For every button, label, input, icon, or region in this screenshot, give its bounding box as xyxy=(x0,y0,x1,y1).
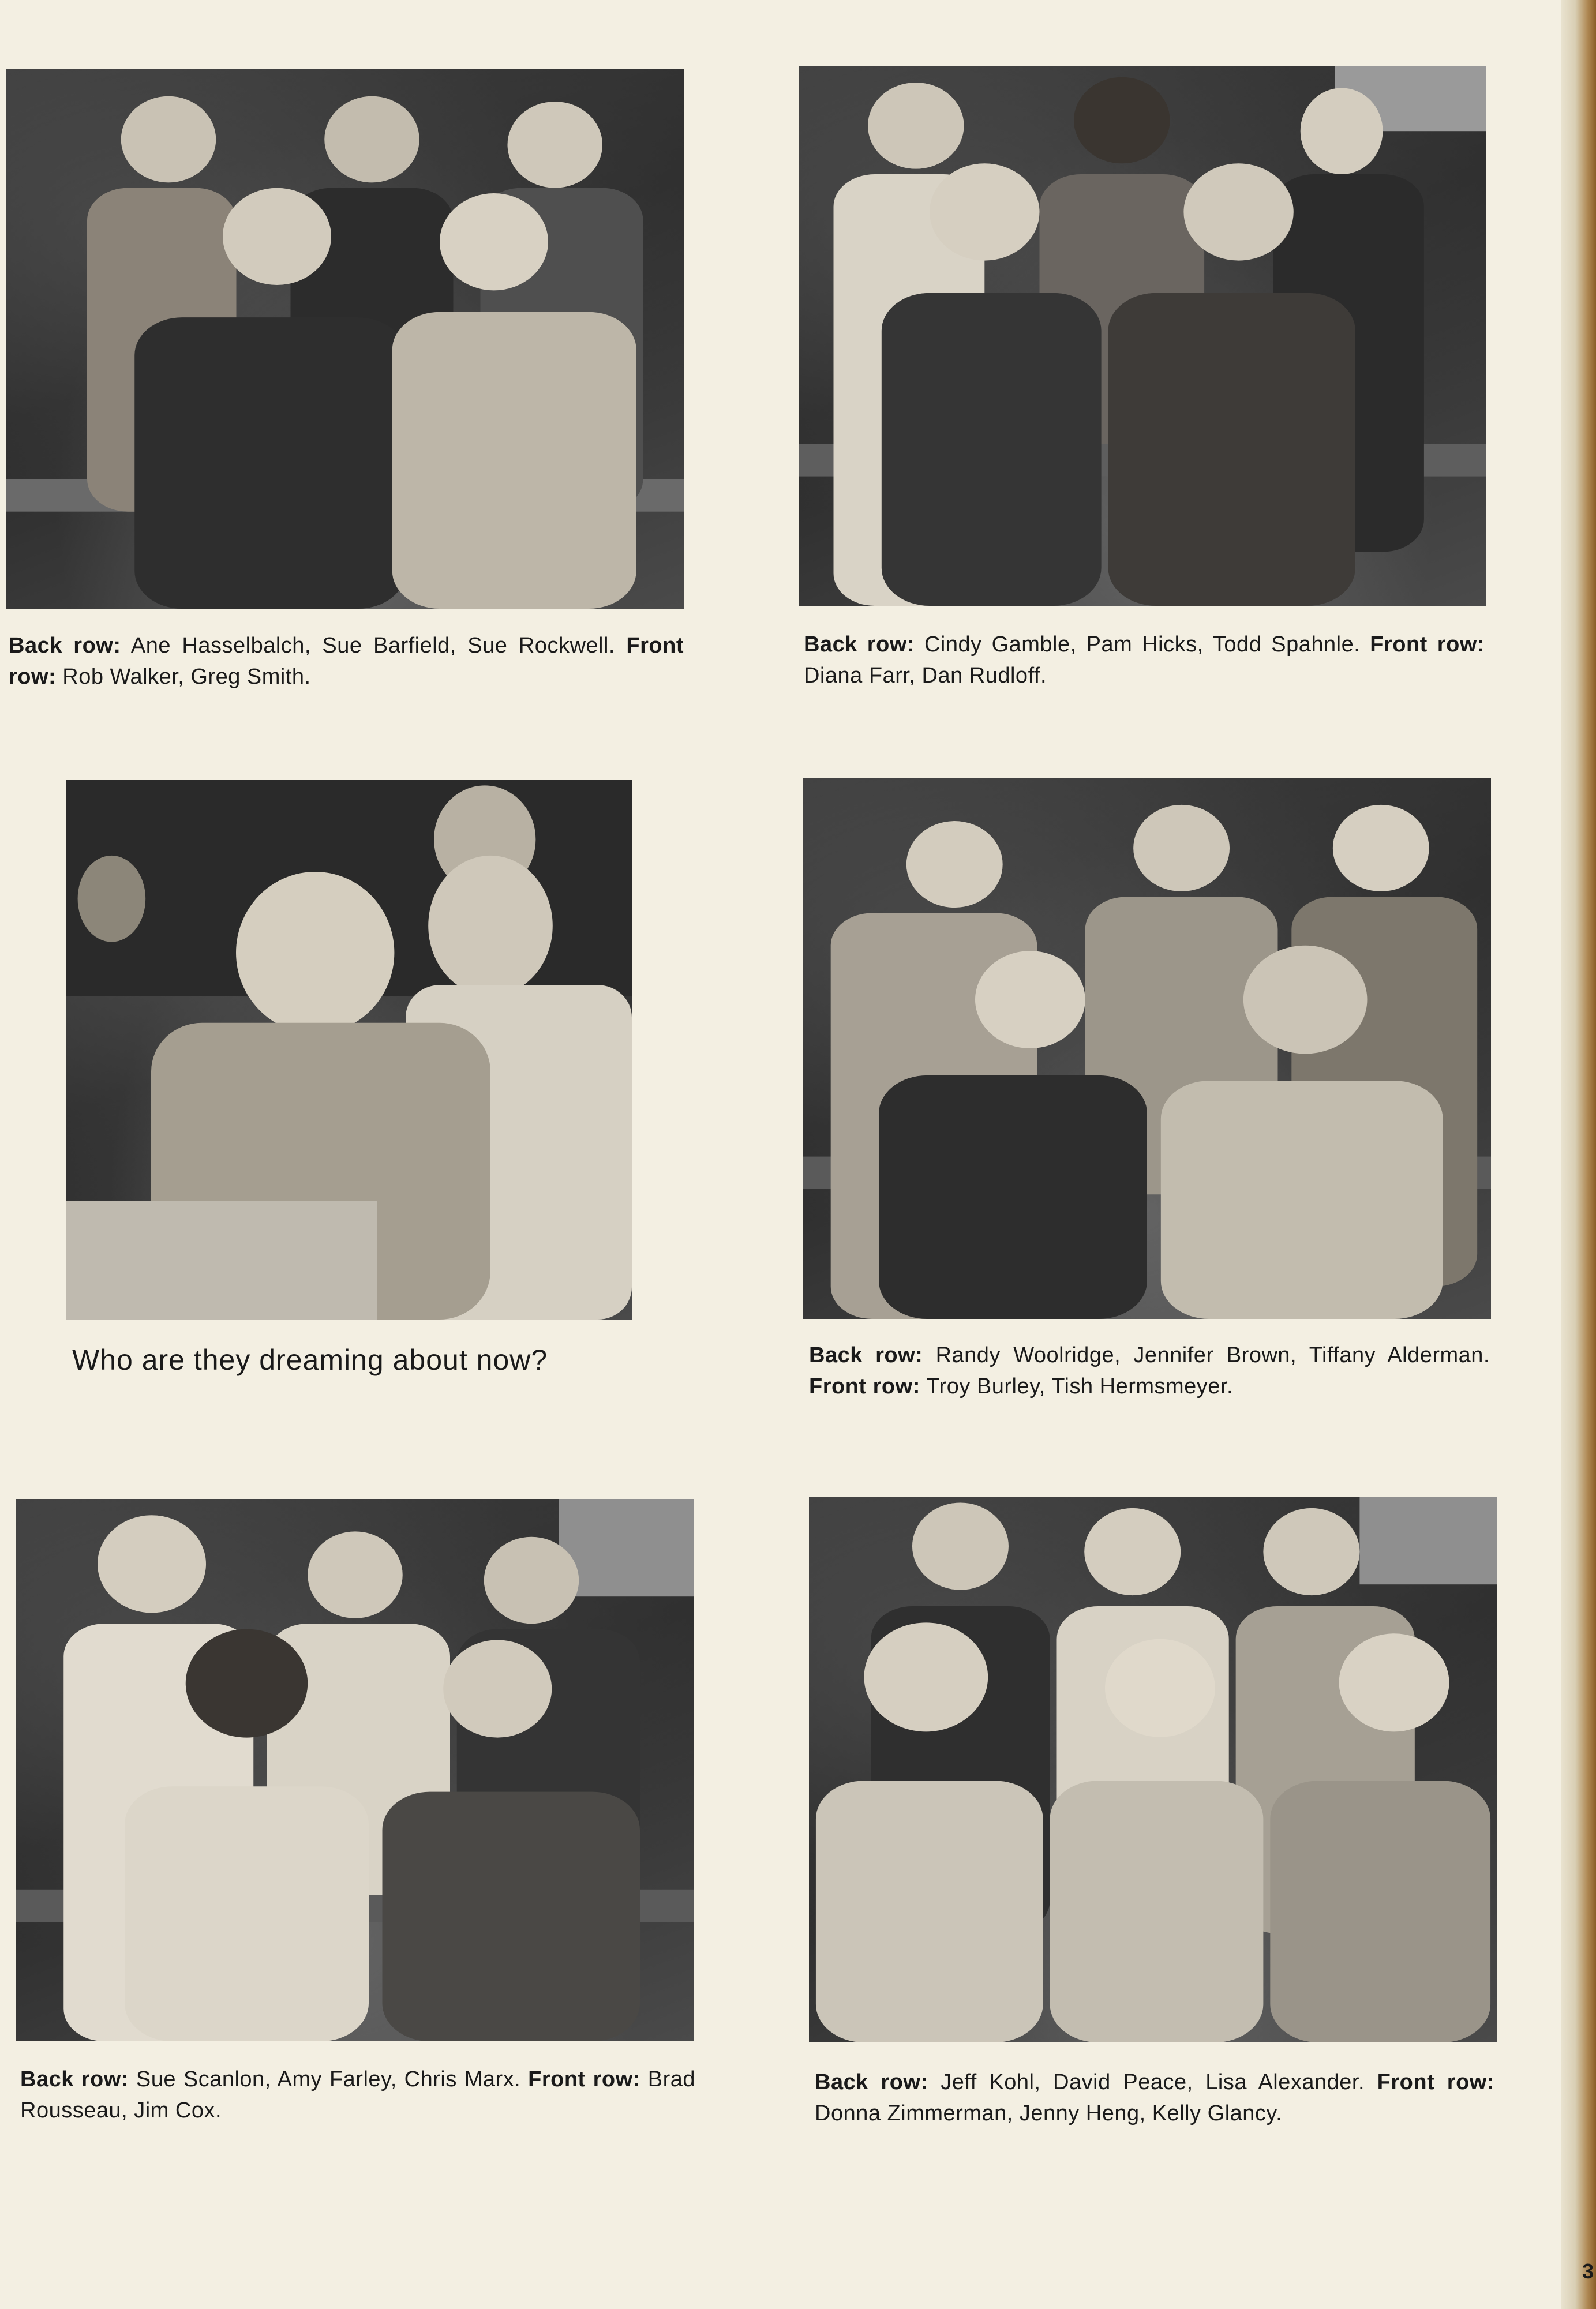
front-row-names: Rob Walker, Greg Smith. xyxy=(62,665,311,689)
photo-6-caption xyxy=(815,2067,1494,2129)
group-photo-6 xyxy=(809,1497,1497,2042)
candid-photo xyxy=(66,780,632,1320)
group-photo-5 xyxy=(16,1499,694,2041)
group-photo-4 xyxy=(803,778,1491,1319)
back-row-label: Back row: xyxy=(804,632,915,657)
front-row-label: Front row: xyxy=(1377,2070,1494,2094)
back-row-names: Cindy Gamble, Pam Hicks, Todd Spahnle. xyxy=(924,632,1361,657)
front-row-label: Front row: xyxy=(9,634,684,689)
back-row-names: Randy Woolridge, Jennifer Brown, Tiffany Alderman. xyxy=(935,1343,1490,1367)
back-row-label: Back row: xyxy=(20,2067,129,2091)
page-edge xyxy=(1561,0,1596,2309)
group-photo-2 xyxy=(799,66,1486,606)
photo-4-caption xyxy=(809,1340,1490,1402)
back-row-label: Back row: xyxy=(9,634,121,658)
front-row-names: Troy Burley, Tish Hermsmeyer. xyxy=(926,1374,1234,1399)
front-row-names: Diana Farr, Dan Rudloff. xyxy=(804,664,1047,688)
page-number: 3 xyxy=(1582,2259,1594,2283)
photo-3-caption: Who are they dreaming about now? xyxy=(72,1344,548,1376)
front-row-label: Front row: xyxy=(1370,632,1485,657)
back-row-label: Back row: xyxy=(809,1343,923,1367)
photo-1-caption xyxy=(9,630,684,692)
group-photo-1 xyxy=(6,69,684,609)
front-row-names: Brad Rousseau, Jim Cox. xyxy=(20,2067,695,2123)
back-row-names: Sue Scanlon, Amy Farley, Chris Marx. xyxy=(136,2067,521,2091)
back-row-names: Jeff Kohl, David Peace, Lisa Alexander. xyxy=(941,2070,1365,2094)
photo-5-caption xyxy=(20,2064,695,2126)
back-row-label: Back row: xyxy=(815,2070,928,2094)
front-row-label: Front row: xyxy=(528,2067,640,2091)
front-row-label: Front row: xyxy=(809,1374,920,1399)
front-row-names: Donna Zimmerman, Jenny Heng, Kelly Glancy. xyxy=(815,2101,1283,2126)
back-row-names: Ane Hasselbalch, Sue Barfield, Sue Rockwell. xyxy=(130,634,615,658)
photo-2-caption xyxy=(804,629,1485,691)
